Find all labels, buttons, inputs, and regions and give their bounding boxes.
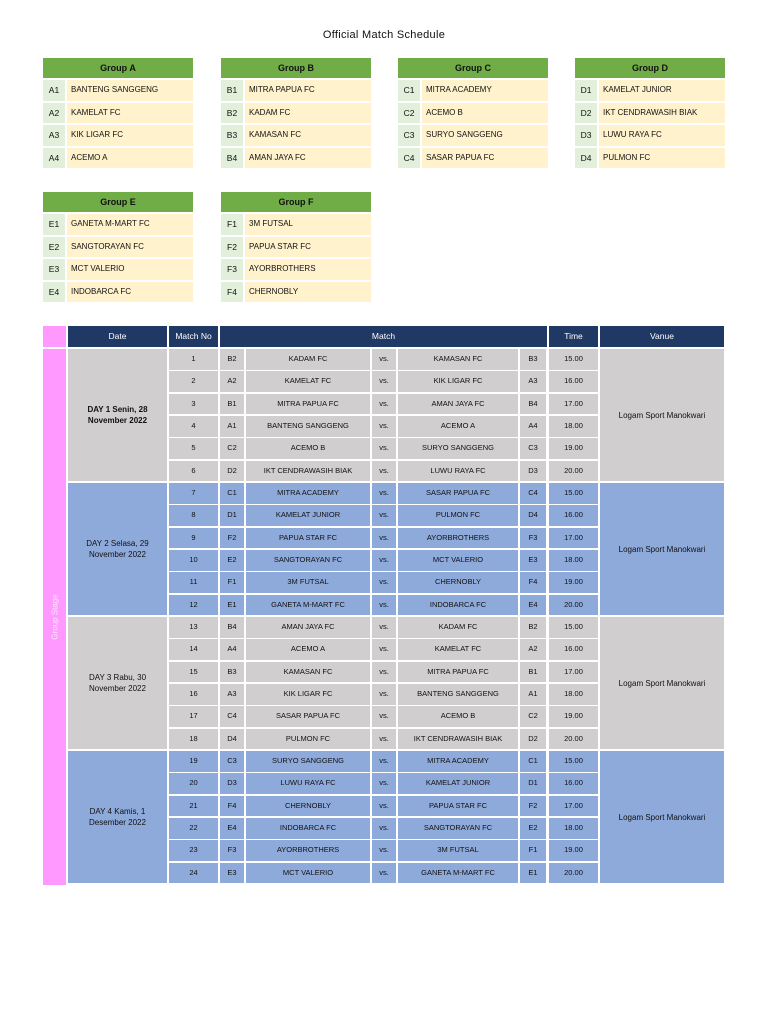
header-match: Match (220, 326, 547, 347)
home-team-code: D1 (220, 505, 244, 526)
home-team: KAMASAN FC (246, 662, 370, 683)
away-team-code: C2 (520, 706, 546, 727)
away-team: SANGTORAYAN FC (398, 818, 518, 839)
away-team: KAMELAT JUNIOR (398, 773, 518, 794)
day-label: DAY 1 Senin, 28 November 2022 (68, 349, 167, 481)
team-name: AMAN JAYA FC (245, 148, 371, 169)
away-team-code: D3 (520, 461, 546, 482)
away-team: MCT VALERIO (398, 550, 518, 571)
group-team-row (43, 103, 193, 124)
away-team: AMAN JAYA FC (398, 394, 518, 415)
team-name: IKT CENDRAWASIH BIAK (599, 103, 725, 124)
away-team: BANTENG SANGGENG (398, 684, 518, 705)
group-team-row (221, 103, 371, 124)
home-team: KADAM FC (246, 349, 370, 370)
home-team: IKT CENDRAWASIH BIAK (246, 461, 370, 482)
group-team-row (398, 125, 548, 146)
group-team-row (221, 237, 371, 258)
versus-label: vs. (372, 483, 396, 504)
home-team: 3M FUTSAL (246, 572, 370, 593)
versus-label: vs. (372, 572, 396, 593)
team-code: B4 (221, 148, 243, 169)
away-team-code: D1 (520, 773, 546, 794)
match-number: 16 (169, 684, 218, 705)
group-team-row (43, 148, 193, 169)
venue-cell: Logam Sport Manokwari (600, 617, 724, 749)
team-name: KAMELAT FC (67, 103, 193, 124)
versus-label: vs. (372, 461, 396, 482)
group-table (221, 192, 371, 304)
match-number: 23 (169, 840, 218, 861)
home-team: PAPUA STAR FC (246, 528, 370, 549)
away-team-code: C4 (520, 483, 546, 504)
header-date: Date (68, 326, 167, 347)
away-team-code: F1 (520, 840, 546, 861)
away-team: SASAR PAPUA FC (398, 483, 518, 504)
team-code: B1 (221, 80, 243, 101)
day-label: DAY 2 Selasa, 29 November 2022 (68, 483, 167, 615)
versus-label: vs. (372, 863, 396, 884)
team-name: INDOBARCA FC (67, 282, 193, 303)
away-team-code: A2 (520, 639, 546, 660)
team-code: A4 (43, 148, 65, 169)
match-time: 17.00 (549, 528, 598, 549)
group-header: Group B (221, 58, 371, 78)
versus-label: vs. (372, 751, 396, 772)
match-time: 18.00 (549, 416, 598, 437)
day-label: DAY 3 Rabu, 30 November 2022 (68, 617, 167, 749)
team-name: KADAM FC (245, 103, 371, 124)
team-code: B2 (221, 103, 243, 124)
group-table (221, 58, 371, 170)
match-number: 2 (169, 371, 218, 392)
away-team: ACEMO A (398, 416, 518, 437)
home-team-code: C4 (220, 706, 244, 727)
home-team: AYORBROTHERS (246, 840, 370, 861)
match-number: 20 (169, 773, 218, 794)
team-code: A1 (43, 80, 65, 101)
away-team: KAMELAT FC (398, 639, 518, 660)
home-team: MITRA PAPUA FC (246, 394, 370, 415)
away-team-code: B3 (520, 349, 546, 370)
group-team-row (398, 103, 548, 124)
group-header: Group D (575, 58, 725, 78)
match-number: 5 (169, 438, 218, 459)
home-team: KIK LIGAR FC (246, 684, 370, 705)
group-team-row (43, 237, 193, 258)
group-team-row (221, 125, 371, 146)
team-name: KAMELAT JUNIOR (599, 80, 725, 101)
away-team-code: A3 (520, 371, 546, 392)
away-team-code: C3 (520, 438, 546, 459)
team-name: KAMASAN FC (245, 125, 371, 146)
home-team: ACEMO B (246, 438, 370, 459)
team-code: E2 (43, 237, 65, 258)
versus-label: vs. (372, 662, 396, 683)
versus-label: vs. (372, 684, 396, 705)
match-number: 9 (169, 528, 218, 549)
header-match-no: Match No (169, 326, 218, 347)
home-team-code: E4 (220, 818, 244, 839)
team-code: E3 (43, 259, 65, 280)
team-code: A2 (43, 103, 65, 124)
match-time: 15.00 (549, 751, 598, 772)
versus-label: vs. (372, 438, 396, 459)
versus-label: vs. (372, 394, 396, 415)
away-team: KAMASAN FC (398, 349, 518, 370)
away-team: ACEMO B (398, 706, 518, 727)
home-team: SASAR PAPUA FC (246, 706, 370, 727)
versus-label: vs. (372, 796, 396, 817)
versus-label: vs. (372, 617, 396, 638)
versus-label: vs. (372, 729, 396, 750)
team-name: GANETA M-MART FC (67, 214, 193, 235)
versus-label: vs. (372, 773, 396, 794)
header-venue: Vanue (600, 326, 724, 347)
match-time: 20.00 (549, 729, 598, 750)
match-time: 19.00 (549, 572, 598, 593)
home-team: SANGTORAYAN FC (246, 550, 370, 571)
group-table (398, 58, 548, 170)
match-time: 19.00 (549, 840, 598, 861)
match-number: 24 (169, 863, 218, 884)
home-team: AMAN JAYA FC (246, 617, 370, 638)
team-name: PAPUA STAR FC (245, 237, 371, 258)
away-team-code: A4 (520, 416, 546, 437)
group-table (43, 58, 193, 170)
away-team-code: A1 (520, 684, 546, 705)
team-code: C3 (398, 125, 420, 146)
team-name: ACEMO B (422, 103, 548, 124)
team-name: MCT VALERIO (67, 259, 193, 280)
home-team-code: E2 (220, 550, 244, 571)
match-time: 16.00 (549, 505, 598, 526)
group-team-row (575, 103, 725, 124)
home-team-code: C2 (220, 438, 244, 459)
team-name: 3M FUTSAL (245, 214, 371, 235)
away-team-code: F4 (520, 572, 546, 593)
day-label: DAY 4 Kamis, 1 Desember 2022 (68, 751, 167, 883)
away-team-code: B2 (520, 617, 546, 638)
home-team-code: D3 (220, 773, 244, 794)
away-team: SURYO SANGGENG (398, 438, 518, 459)
home-team-code: A3 (220, 684, 244, 705)
home-team-code: B1 (220, 394, 244, 415)
home-team-code: D2 (220, 461, 244, 482)
match-time: 20.00 (549, 595, 598, 616)
match-number: 18 (169, 729, 218, 750)
home-team-code: F3 (220, 840, 244, 861)
stage-header-cell (43, 326, 66, 347)
group-team-row (398, 148, 548, 169)
team-code: A3 (43, 125, 65, 146)
home-team: ACEMO A (246, 639, 370, 660)
home-team-code: B2 (220, 349, 244, 370)
versus-label: vs. (372, 706, 396, 727)
away-team: IKT CENDRAWASIH BIAK (398, 729, 518, 750)
match-number: 12 (169, 595, 218, 616)
home-team: KAMELAT FC (246, 371, 370, 392)
team-code: B3 (221, 125, 243, 146)
team-code: D3 (575, 125, 597, 146)
group-team-row (575, 148, 725, 169)
home-team-code: B3 (220, 662, 244, 683)
match-number: 17 (169, 706, 218, 727)
team-name: BANTENG SANGGENG (67, 80, 193, 101)
home-team-code: E1 (220, 595, 244, 616)
team-name: SANGTORAYAN FC (67, 237, 193, 258)
away-team: MITRA PAPUA FC (398, 662, 518, 683)
home-team: MITRA ACADEMY (246, 483, 370, 504)
away-team-code: B1 (520, 662, 546, 683)
group-team-row (221, 214, 371, 235)
home-team: MCT VALERIO (246, 863, 370, 884)
away-team-code: E4 (520, 595, 546, 616)
home-team: BANTENG SANGGENG (246, 416, 370, 437)
match-time: 15.00 (549, 483, 598, 504)
away-team: KIK LIGAR FC (398, 371, 518, 392)
away-team: MITRA ACADEMY (398, 751, 518, 772)
home-team-code: A2 (220, 371, 244, 392)
team-code: C4 (398, 148, 420, 169)
home-team: INDOBARCA FC (246, 818, 370, 839)
versus-label: vs. (372, 840, 396, 861)
group-header: Group A (43, 58, 193, 78)
team-name: MITRA ACADEMY (422, 80, 548, 101)
home-team: PULMON FC (246, 729, 370, 750)
team-name: AYORBROTHERS (245, 259, 371, 280)
team-name: ACEMO A (67, 148, 193, 169)
match-time: 19.00 (549, 706, 598, 727)
header-time: Time (549, 326, 598, 347)
away-team-code: F2 (520, 796, 546, 817)
team-name: MITRA PAPUA FC (245, 80, 371, 101)
home-team-code: F2 (220, 528, 244, 549)
home-team: GANETA M-MART FC (246, 595, 370, 616)
group-header: Group E (43, 192, 193, 212)
away-team-code: E1 (520, 863, 546, 884)
home-team-code: B4 (220, 617, 244, 638)
match-time: 15.00 (549, 617, 598, 638)
match-number: 13 (169, 617, 218, 638)
away-team-code: F3 (520, 528, 546, 549)
away-team-code: E2 (520, 818, 546, 839)
team-name: PULMON FC (599, 148, 725, 169)
team-name: KIK LIGAR FC (67, 125, 193, 146)
away-team: AYORBROTHERS (398, 528, 518, 549)
versus-label: vs. (372, 595, 396, 616)
versus-label: vs. (372, 550, 396, 571)
team-code: D2 (575, 103, 597, 124)
versus-label: vs. (372, 818, 396, 839)
match-time: 16.00 (549, 773, 598, 794)
away-team: CHERNOBLY (398, 572, 518, 593)
versus-label: vs. (372, 416, 396, 437)
group-header: Group C (398, 58, 548, 78)
match-time: 18.00 (549, 684, 598, 705)
match-number: 4 (169, 416, 218, 437)
team-code: E4 (43, 282, 65, 303)
match-time: 16.00 (549, 639, 598, 660)
match-time: 19.00 (549, 438, 598, 459)
team-code: C2 (398, 103, 420, 124)
group-team-row (221, 80, 371, 101)
match-number: 11 (169, 572, 218, 593)
versus-label: vs. (372, 371, 396, 392)
away-team-code: D4 (520, 505, 546, 526)
match-time: 20.00 (549, 461, 598, 482)
group-stage-text: Group Stage (50, 594, 59, 640)
venue-cell: Logam Sport Manokwari (600, 751, 724, 883)
away-team: 3M FUTSAL (398, 840, 518, 861)
match-number: 14 (169, 639, 218, 660)
match-number: 19 (169, 751, 218, 772)
match-time: 17.00 (549, 394, 598, 415)
match-number: 21 (169, 796, 218, 817)
group-team-row (398, 80, 548, 101)
team-code: C1 (398, 80, 420, 101)
match-time: 18.00 (549, 550, 598, 571)
home-team: KAMELAT JUNIOR (246, 505, 370, 526)
home-team-code: F4 (220, 796, 244, 817)
group-team-row (43, 214, 193, 235)
group-team-row (43, 80, 193, 101)
away-team-code: D2 (520, 729, 546, 750)
venue-cell: Logam Sport Manokwari (600, 483, 724, 615)
away-team: PULMON FC (398, 505, 518, 526)
venue-cell: Logam Sport Manokwari (600, 349, 724, 481)
group-team-row (43, 282, 193, 303)
away-team: KADAM FC (398, 617, 518, 638)
versus-label: vs. (372, 639, 396, 660)
match-time: 16.00 (549, 371, 598, 392)
home-team-code: D4 (220, 729, 244, 750)
group-header: Group F (221, 192, 371, 212)
group-team-row (575, 80, 725, 101)
team-name: SURYO SANGGENG (422, 125, 548, 146)
match-number: 15 (169, 662, 218, 683)
home-team: CHERNOBLY (246, 796, 370, 817)
versus-label: vs. (372, 505, 396, 526)
home-team: SURYO SANGGENG (246, 751, 370, 772)
home-team-code: C3 (220, 751, 244, 772)
home-team: LUWU RAYA FC (246, 773, 370, 794)
match-number: 10 (169, 550, 218, 571)
away-team: PAPUA STAR FC (398, 796, 518, 817)
home-team-code: A4 (220, 639, 244, 660)
team-name: LUWU RAYA FC (599, 125, 725, 146)
match-number: 8 (169, 505, 218, 526)
match-number: 7 (169, 483, 218, 504)
group-team-row (43, 125, 193, 146)
page-title: Official Match Schedule (322, 29, 446, 41)
group-stage-label (43, 349, 66, 885)
home-team-code: C1 (220, 483, 244, 504)
match-number: 3 (169, 394, 218, 415)
team-code: F2 (221, 237, 243, 258)
team-code: F4 (221, 282, 243, 303)
group-team-row (221, 148, 371, 169)
home-team-code: A1 (220, 416, 244, 437)
team-code: D4 (575, 148, 597, 169)
away-team: GANETA M-MART FC (398, 863, 518, 884)
away-team-code: B4 (520, 394, 546, 415)
team-code: E1 (43, 214, 65, 235)
group-team-row (575, 125, 725, 146)
away-team-code: C1 (520, 751, 546, 772)
team-code: F1 (221, 214, 243, 235)
match-number: 1 (169, 349, 218, 370)
match-time: 18.00 (549, 818, 598, 839)
away-team-code: E3 (520, 550, 546, 571)
group-team-row (221, 259, 371, 280)
home-team-code: E3 (220, 863, 244, 884)
group-table (575, 58, 725, 170)
match-time: 17.00 (549, 662, 598, 683)
team-code: D1 (575, 80, 597, 101)
versus-label: vs. (372, 528, 396, 549)
group-team-row (221, 282, 371, 303)
match-number: 6 (169, 461, 218, 482)
group-team-row (43, 259, 193, 280)
team-code: F3 (221, 259, 243, 280)
match-time: 20.00 (549, 863, 598, 884)
match-time: 15.00 (549, 349, 598, 370)
away-team: LUWU RAYA FC (398, 461, 518, 482)
versus-label: vs. (372, 349, 396, 370)
home-team-code: F1 (220, 572, 244, 593)
team-name: SASAR PAPUA FC (422, 148, 548, 169)
team-name: CHERNOBLY (245, 282, 371, 303)
away-team: INDOBARCA FC (398, 595, 518, 616)
match-number: 22 (169, 818, 218, 839)
match-time: 17.00 (549, 796, 598, 817)
group-table (43, 192, 193, 304)
